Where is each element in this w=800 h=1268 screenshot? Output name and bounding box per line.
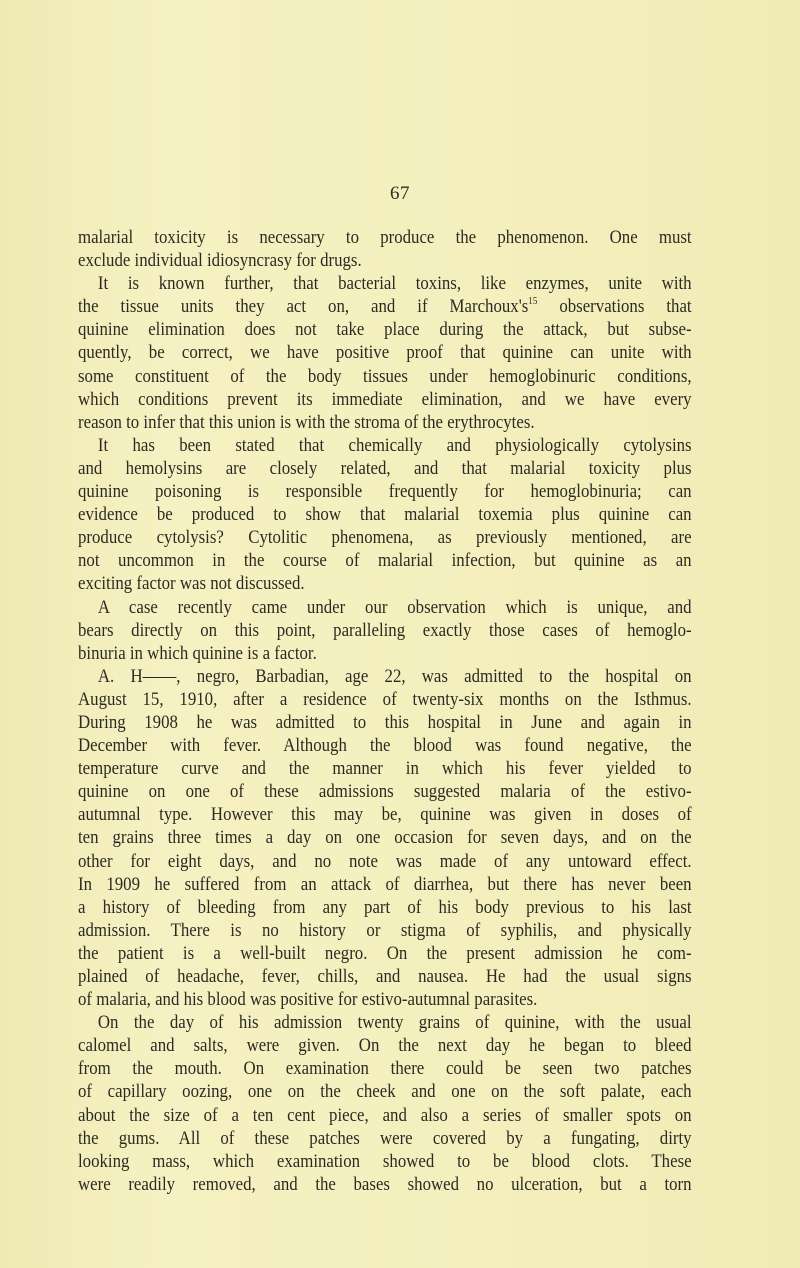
text-line: plained of headache, fever, chills, and nausea. He had the usual signs [78, 966, 692, 987]
text-line: not uncommon in the course of malarial infection, but quinine as an [78, 550, 692, 572]
text-line: On the day of his admission twenty grains of quinine, with the usual [97, 1012, 692, 1034]
text-line: some constituent of the body tissues under hemoglobinuric conditions, [78, 365, 692, 387]
text-line: the patient is a well-built negro. On the present admission he com- [78, 942, 692, 964]
text-line: binuria in which quinine is a factor. [78, 642, 317, 664]
text-line: quinine poisoning is responsible frequently for hemoglobinuria; can [78, 481, 692, 503]
text-line: evidence be produced to show that malarial toxemia plus quinine can [78, 504, 692, 526]
text-line: A case recently came under our observation which is unique, and [97, 596, 692, 618]
text-line: of capillary oozing, one on the cheek and one on the soft palate, each [78, 1081, 692, 1103]
text-line [78, 295, 692, 318]
text-line: During 1908 he was admitted to this hospital in June and again in [78, 711, 692, 733]
text-line: In 1909 he suffered from an attack of diarrhea, but there has never been [78, 873, 692, 895]
text-line: of malaria, and his blood was positive for estivo-autumnal parasites. [78, 989, 538, 1011]
text-line: a history of bleeding from any part of his body previous to his last [78, 896, 692, 918]
page-number: 67 [390, 183, 410, 204]
text-line: autumnal type. However this may be, quinine was given in doses of [78, 804, 692, 826]
text-line: from the mouth. On examination there could be seen two patches [78, 1058, 692, 1080]
text-line: other for eight days, and no note was made of any untoward effect. [78, 850, 692, 872]
text-line: malarial toxicity is necessary to produce the phenomenon. One must [78, 227, 692, 248]
text-line: about the size of a ten cent piece, and also a series of smaller spots on [78, 1104, 692, 1126]
text-line: A. H——, negro, Barbadian, age 22, was admitted to the hospital on [97, 665, 692, 687]
text-line: bears directly on this point, paralleling exactly those cases of hemoglo- [78, 619, 692, 641]
text-line: temperature curve and the manner in which his fever yielded to [78, 758, 692, 780]
text-line: December with fever. Although the blood was found negative, the [78, 735, 692, 757]
text-line: quinine elimination does not take place during the attack, but subse- [78, 319, 692, 341]
text-line: produce cytolysis? Cytolitic phenomena, as previously mentioned, are [78, 527, 692, 549]
text-line: It has been stated that chemically and physiologically cytolysins [97, 434, 692, 456]
text-line: were readily removed, and the bases showed no ulceration, but a torn [78, 1173, 692, 1195]
text-line: the gums. All of these patches were covered by a fungating, dirty [78, 1127, 692, 1149]
text-line: which conditions prevent its immediate elimination, and we have every [78, 388, 692, 410]
text-line: looking mass, which examination showed to be blood clots. These [78, 1150, 692, 1172]
text-line: reason to infer that this union is with the stroma of the erythrocytes. [78, 411, 535, 433]
text-line: August 15, 1910, after a residence of twenty-six months on the Isthmus. [78, 688, 692, 710]
text-line: ten grains three times a day on one occasion for seven days, and on the [78, 827, 692, 849]
body-text [78, 226, 692, 1196]
text-line: It is known further, that bacterial toxins, like enzymes, unite with [97, 273, 692, 295]
text-line: quently, be correct, we have positive proof that quinine can unite with [78, 342, 692, 364]
footnote-reference: 15 [528, 296, 538, 308]
text-line: and hemolysins are closely related, and that malarial toxicity plus [78, 457, 692, 479]
text-line: admission. There is no history or stigma of syphilis, and physically [78, 919, 692, 941]
text-line: exciting factor was not discussed. [78, 573, 305, 595]
text-segment: the tissue units they act on, and if Marchoux's [78, 296, 529, 318]
text-line: quinine on one of these admissions suggested malaria of the estivo- [78, 781, 692, 803]
text-segment: observations that [537, 296, 692, 318]
text-line: exclude individual idiosyncrasy for drugs. [78, 250, 362, 272]
text-line: calomel and salts, were given. On the next day he began to bleed [78, 1035, 692, 1057]
